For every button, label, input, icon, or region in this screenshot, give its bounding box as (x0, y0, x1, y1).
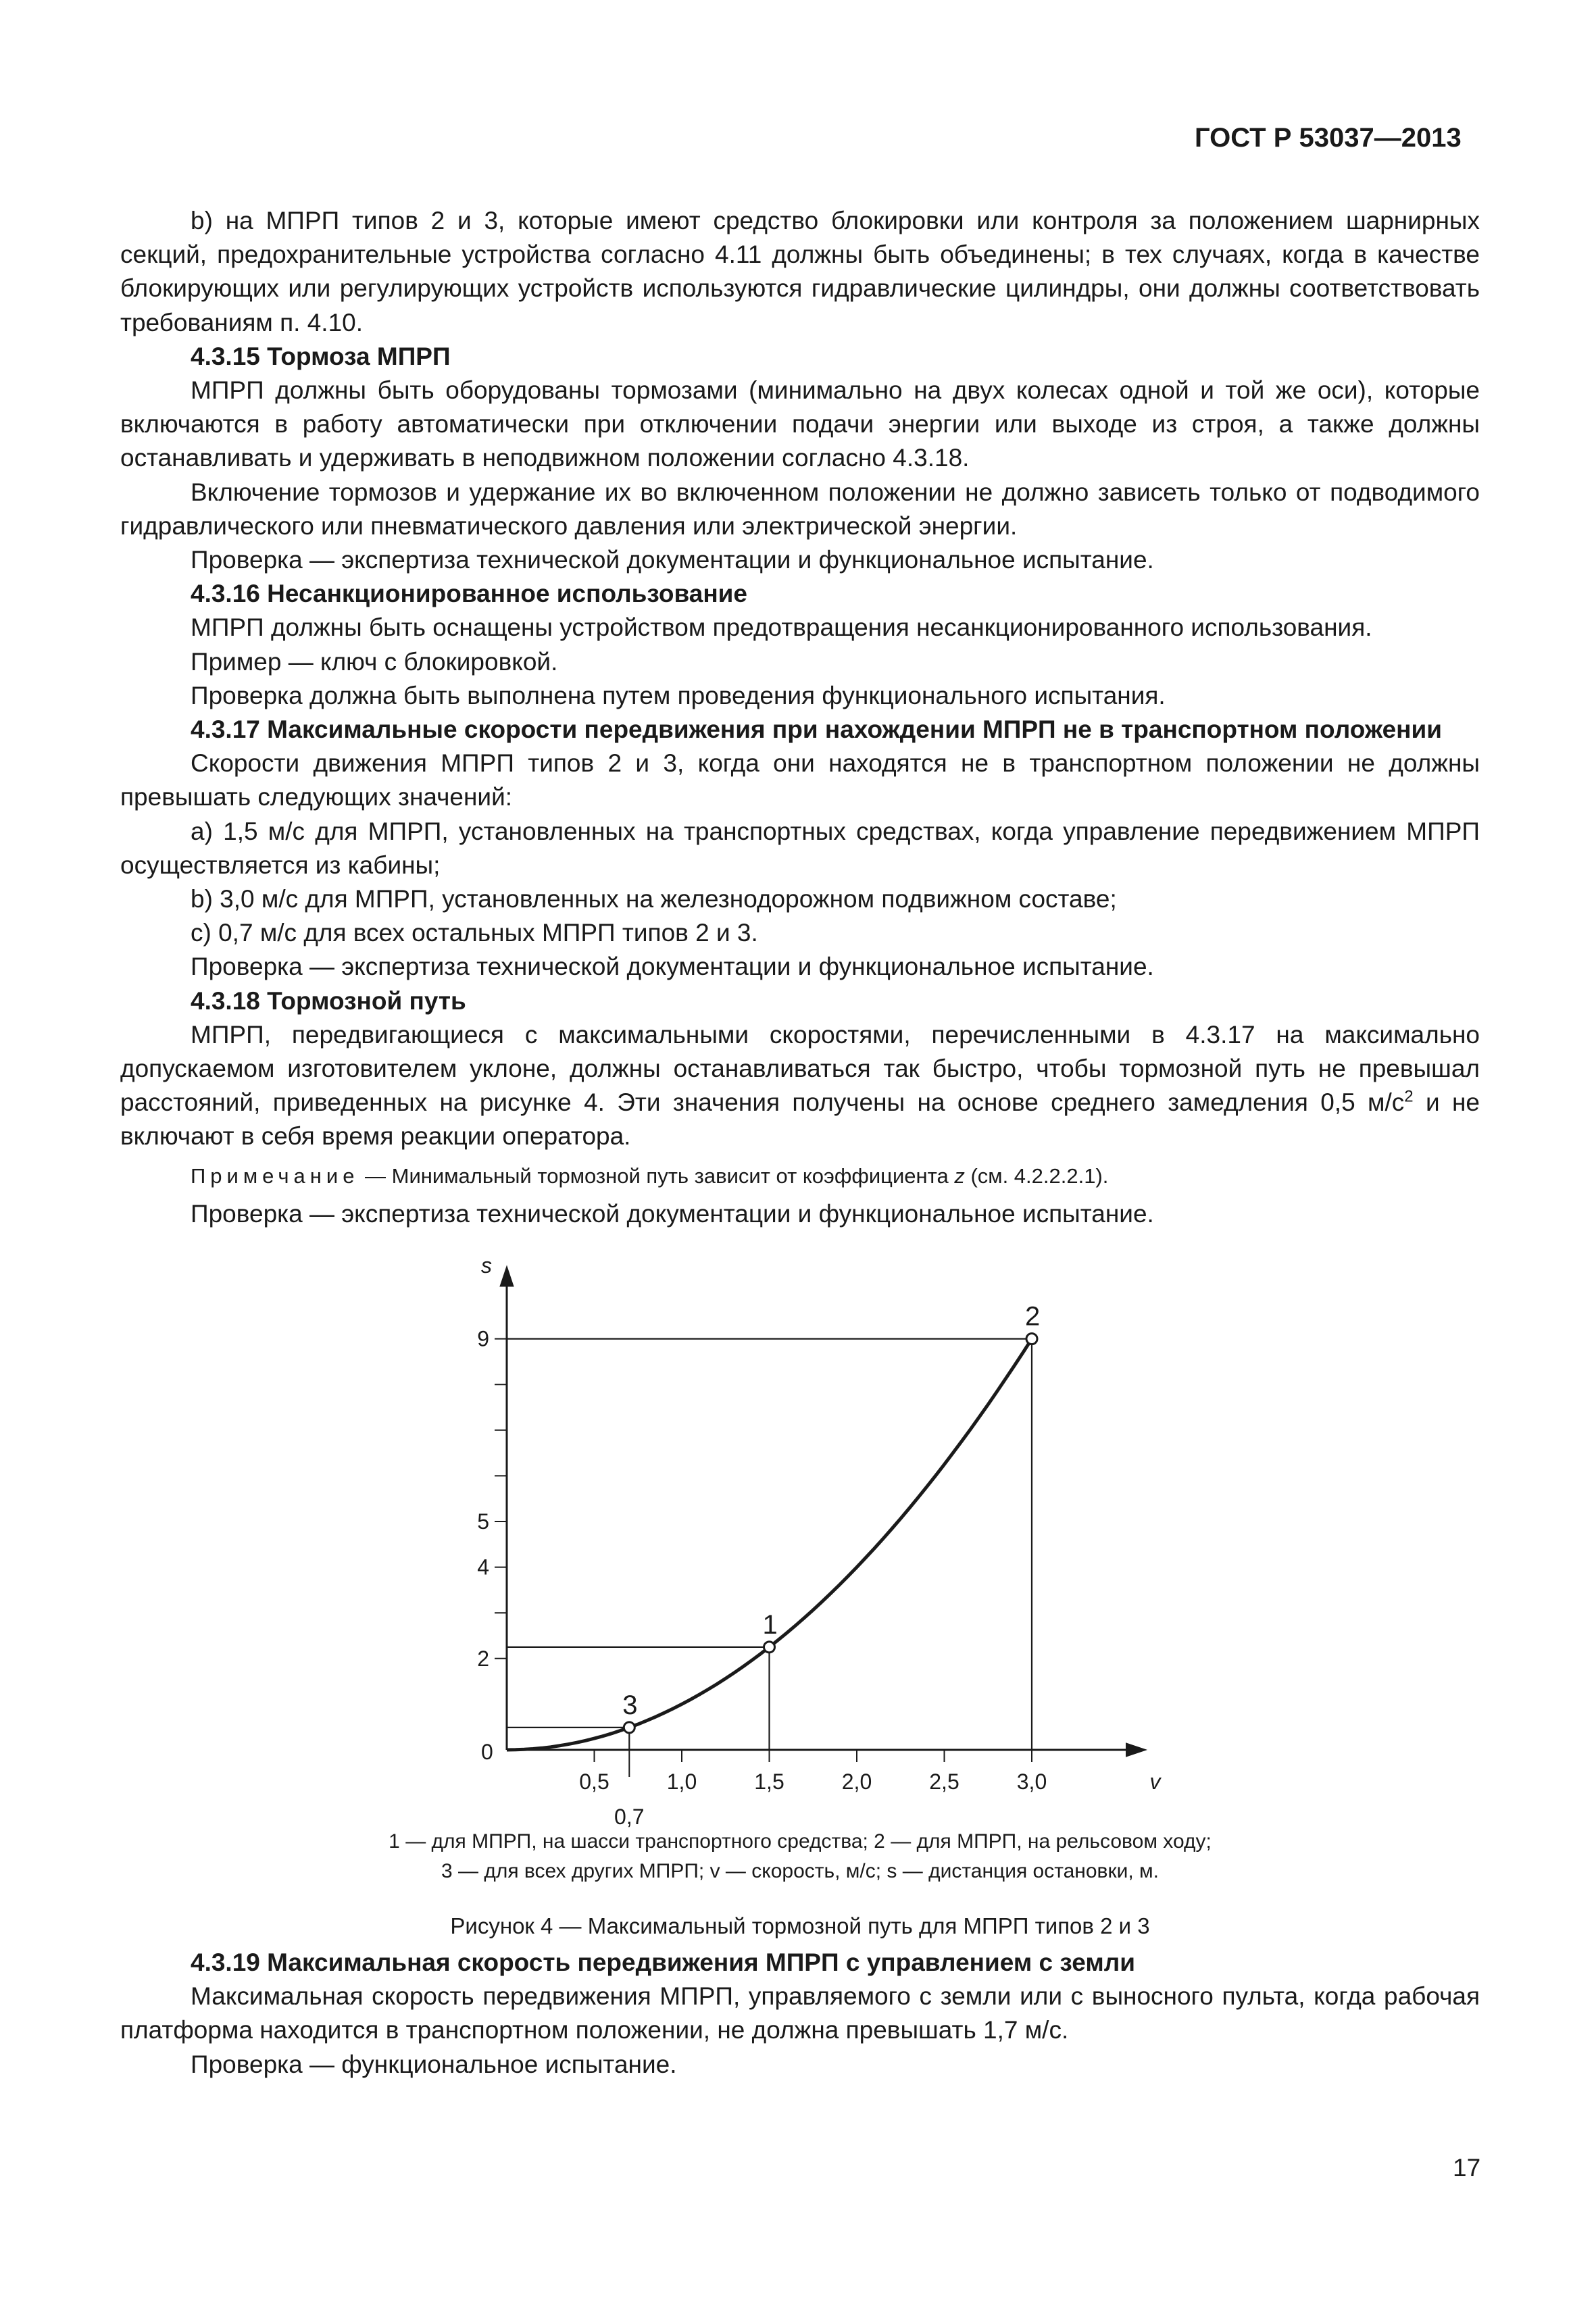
paragraph: МПРП должны быть оборудованы тормозами (минимально на двух колесах одной и той же оси), которые включаются в работу автоматически при отключении подачи энергии или выходе из строя, а также должны останавливать и удерживать в неподвижном положении согласно 4.3.18. (120, 376, 1480, 472)
y-tick-label: 5 (477, 1509, 489, 1534)
paragraph-text: МПРП, передвигающиеся с максимальными скоростями, перечисленными в 4.3.17 на максимально допускаемом изготовителем уклоне, должны останавливаться так быстро, чтобы тормозной путь не превышал расстояний, приведенных на рисунке 4. Эти значения получены на основе среднего замедления 0,5 м/с (120, 1020, 1480, 1117)
paragraph: а) 1,5 м/с для МПРП, установленных на транспортных средствах, когда управление передвижением МПРП осуществляется из кабины; (120, 817, 1480, 879)
section-heading: 4.3.15 Тормоза МПРП (191, 342, 451, 370)
y-axis-arrow (500, 1266, 514, 1286)
note-text: (см. 4.2.2.2.1). (964, 1163, 1109, 1188)
paragraph-text: и не включают в себя время реакции оператора. (120, 1088, 1480, 1151)
paragraph: МПРП должны быть оснащены устройством предотвращения несанкционированного использования. (191, 613, 1372, 642)
page-number: 17 (1453, 2154, 1481, 2182)
braking-distance-chart (432, 1253, 1161, 1838)
document-header: ГОСТ Р 53037—2013 (1195, 123, 1462, 153)
document-body (120, 204, 1480, 1231)
note (120, 1159, 1480, 1193)
curve-point (624, 1722, 634, 1733)
point-label: 3 (622, 1690, 638, 1720)
paragraph: Проверка — экспертиза технической документации и функциональное испытание. (191, 546, 1154, 574)
paragraph: с) 0,7 м/с для всех остальных МПРП типов 2 и 3. (191, 919, 758, 947)
figure-legend-line: 1 — для МПРП, на шасси транспортного средства; 2 — для МПРП, на рельсовом ходу; (389, 1830, 1212, 1853)
note-text: — Минимальный тормозной путь зависит от коэффициента (359, 1163, 955, 1188)
x-tick-label: 0,7 (614, 1805, 645, 1829)
x-axis-arrow (1126, 1743, 1147, 1757)
y-tick-label: 2 (477, 1646, 489, 1671)
paragraph: Пример — ключ с блокировкой. (191, 647, 558, 676)
x-tick-label: 3,0 (1016, 1769, 1047, 1794)
section-heading: 4.3.17 Максимальные скорости передвижения при нахождении МПРП не в транспортном положении (191, 715, 1443, 744)
x-tick-label: 2,0 (841, 1769, 872, 1794)
figure-caption: Рисунок 4 — Максимальный тормозной путь для МПРП типов 2 и 3 (450, 1913, 1150, 1938)
paragraph: Проверка — экспертиза технической документации и функциональное испытание. (191, 953, 1154, 981)
section-heading: 4.3.18 Тормозной путь (191, 986, 466, 1015)
section-heading: 4.3.19 Максимальная скорость передвижения МПРП с управлением с земли (191, 1948, 1135, 1976)
origin-label: 0 (481, 1740, 493, 1764)
paragraph: Проверка — экспертиза технической документации и функциональное испытание. (191, 1199, 1154, 1228)
paragraph: b) на МПРП типов 2 и 3, которые имеют средство блокировки или контроля за положением шарнирных секций, предохранительные устройства согласно 4.11 должны быть объединены; в тех случаях, когда в качестве блокирующих или регулирующих устройств используются гидравлические цилиндры, они должны соответствовать требованиям п. 4.10. (120, 207, 1480, 336)
document-body-continued (120, 1946, 1480, 2082)
x-tick-label: 1,0 (666, 1769, 697, 1794)
x-tick-label: 1,5 (754, 1769, 784, 1794)
paragraph: Скорости движения МПРП типов 2 и 3, когда они находятся не в транспортном положении не должны превышать следующих значений: (120, 749, 1480, 811)
figure-legend-line: 3 — для всех других МПРП; v — скорость, м/с; s — дистанция остановки, м. (441, 1860, 1159, 1882)
paragraph: Максимальная скорость передвижения МПРП, управляемого с земли или с выносного пульта, когда рабочая платформа находится в транспортном положении, не должна превышать 1,7 м/с. (120, 1982, 1480, 2044)
x-tick-label: 2,5 (929, 1769, 959, 1794)
note-label: Примечание (191, 1163, 359, 1188)
curve-point (1026, 1334, 1037, 1344)
y-tick-label: 9 (477, 1326, 489, 1351)
x-tick-label: 0,5 (579, 1769, 609, 1794)
point-label: 2 (1025, 1301, 1041, 1332)
note-variable: z (954, 1163, 965, 1188)
y-tick-label: 4 (477, 1555, 489, 1580)
paragraph: Проверка должна быть выполнена путем проведения функционального испытания. (191, 681, 1166, 709)
point-label: 1 (762, 1609, 778, 1640)
x-axis-label: v (1149, 1769, 1161, 1794)
section-heading: 4.3.16 Несанкционированное использование (191, 580, 747, 608)
superscript: 2 (1404, 1087, 1414, 1106)
paragraph (120, 1018, 1480, 1154)
y-axis-label: s (481, 1253, 492, 1278)
curve-point (764, 1642, 775, 1653)
paragraph: Включение тормозов и удержание их во включенном положении не должно зависеть только от подводимого гидравлического или пневматического давления или электрической энергии. (120, 478, 1480, 540)
paragraph: Проверка — функциональное испытание. (191, 2050, 677, 2078)
paragraph: b) 3,0 м/с для МПРП, установленных на железнодорожном подвижном составе; (191, 885, 1117, 913)
